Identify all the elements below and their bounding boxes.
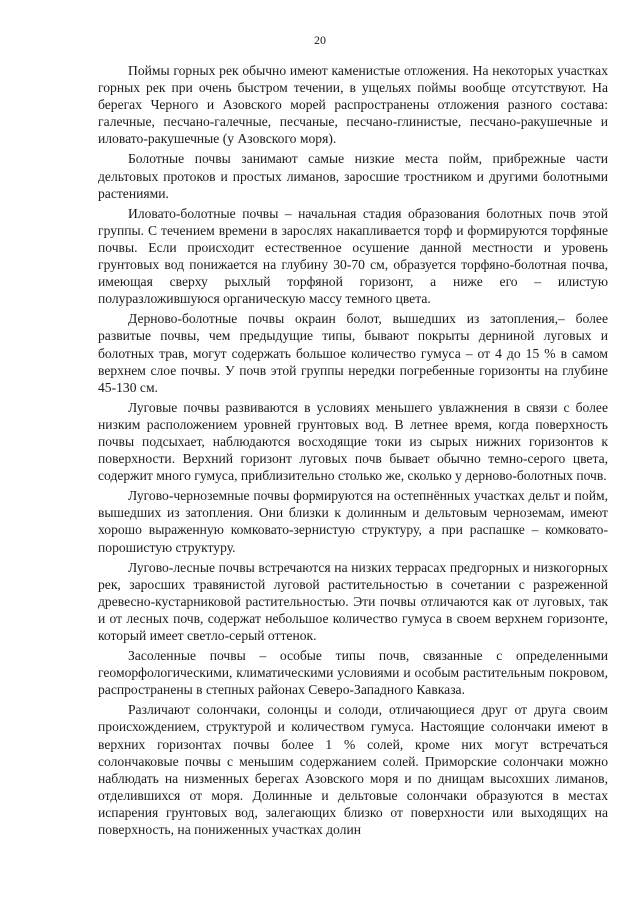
- paragraph: Иловато-болотные почвы – начальная стадия образования болотных почв этой группы. С течением времени в зарослях накапливается торф и формируются торфяные почвы. Если происходит естественное осушение данной местности и уровень грунтовых вод понижается на глубину 30-70 см, образуется торфяно-болотная почва, имеющая сверху рыхлый торфяной горизонт, а ниже его – илистую полуразложившуюся органическую массу темного цвета.: [98, 205, 608, 307]
- page-number: 20: [314, 33, 326, 47]
- paragraph: Лугово-черноземные почвы формируются на остепнённых участках дельт и пойм, вышедших из затопления. Они близки к долинным и дельтовым черноземам, имеют хорошо выраженную комковато-зернистую структуру, а при распашке – комковато-порошистую структуру.: [98, 488, 608, 555]
- document-body: [98, 62, 608, 838]
- paragraph: Дерново-болотные почвы окраин болот, вышедших из затопления,– более развитые почвы, чем предыдущие типы, бывают покрыты дерниной луговых и болотных трав, могут содержать большое количество гумуса – от 4 до 15 % в самом верхнем слое почвы. У почв этой группы нередки погребенные горизонты на глубине 45-130 см.: [98, 311, 608, 395]
- paragraph: Болотные почвы занимают самые низкие места пойм, прибрежные части дельтовых протоков и простых лиманов, заросшие тростником и другими болотными растениями.: [98, 151, 608, 201]
- paragraph: Луговые почвы развиваются в условиях меньшего увлажнения в связи с более низким расположением уровней грунтовых вод. В летнее время, когда поверхность почвы подсыхает, наблюдаются восходящие токи из сырых нижних горизонтов к поверхности. Верхний горизонт луговых почв бывает обычно темно-серого цвета, содержит много гумуса, приблизительно столько же, сколько у дерново-болотных почв.: [98, 399, 608, 484]
- paragraph: Поймы горных рек обычно имеют каменистые отложения. На некоторых участках горных рек при очень быстром течении, в ущельях поймы вообще отсутствуют. На берегах Черного и Азовского морей распространены отложения разного состава: галечные, песчано-галечные, песчаные, песчано-глинистые, песчано-ракушечные и иловато-ракушечные (у Азовского моря).: [98, 63, 608, 147]
- paragraph: Различают солончаки, солонцы и солоди, отличающиеся друг от друга своим происхождением, структурой и количеством гумуса. Настоящие солончаки имеют в верхних горизонтах почвы более 1 % солей, кроме них могут встречаться солончаковые почвы с меньшим содержанием солей. Приморские солончаки можно наблюдать на низменных берегах Азовского моря и по днищам высохших лиманов, отделившихся от моря. Долинные и дельтовые солончаки образуются в местах испарения грунтовых вод, залегающих близко от поверхности или выходящих на поверхность, на пониженных участках долин: [98, 702, 608, 838]
- paragraph: Засоленные почвы – особые типы почв, связанные с определенными геоморфологическими, климатическими условиями и особым растительным покровом, распространены в степных районах Северо-Западного Кавказа.: [98, 648, 608, 698]
- paragraph: Лугово-лесные почвы встречаются на низких террасах предгорных и низкогорных рек, заросших травянистой луговой растительностью в сочетании с разреженной древесно-кустарниковой растительностью. Эти почвы отличаются как от луговых, так и от лесных почв, содержат небольшое количество гумуса в своем верхнем горизонте, который имеет светло-серый оттенок.: [98, 559, 608, 643]
